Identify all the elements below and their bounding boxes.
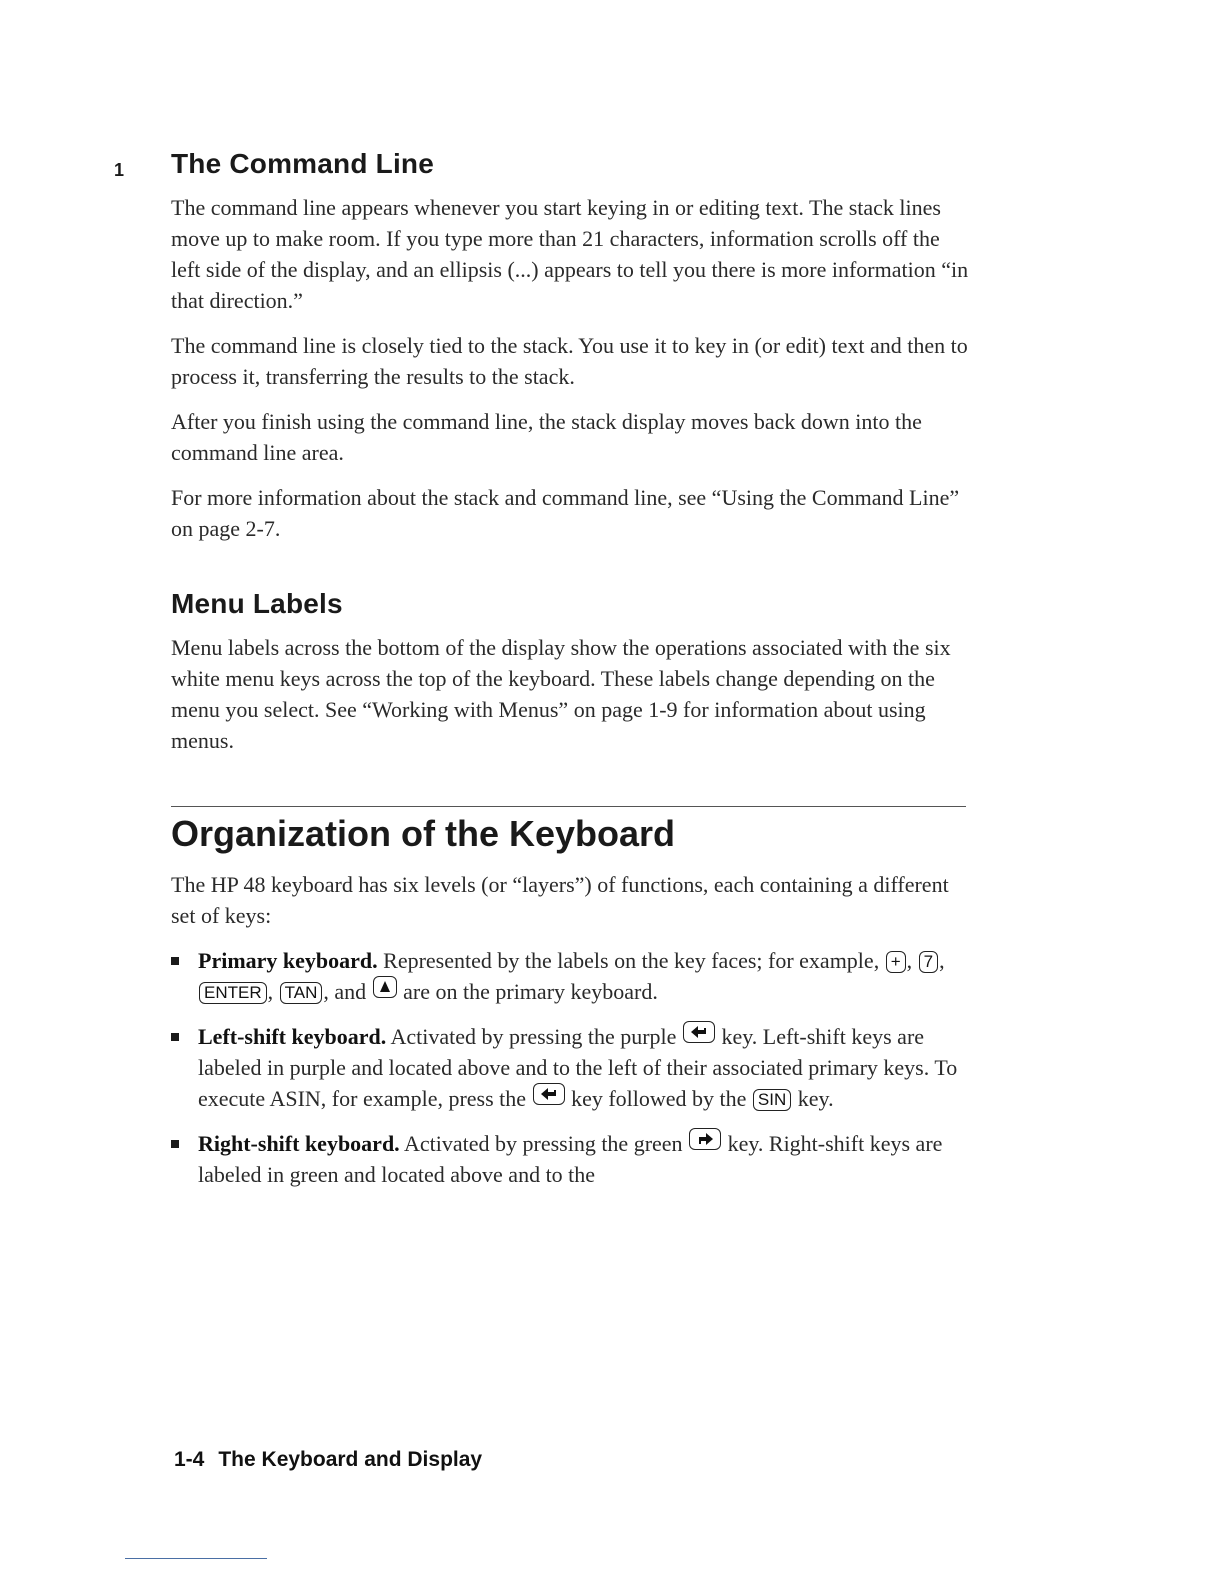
left-shift-text-3: key followed by the (565, 1086, 752, 1111)
separator: , (906, 948, 918, 973)
section-command-line (171, 148, 971, 544)
plus-key: + (886, 951, 906, 973)
keyboard-intro: The HP 48 keyboard has six levels (or “layers”) of functions, each containing a different set of keys: (171, 872, 949, 928)
page-footer (174, 1448, 482, 1472)
section-keyboard (171, 813, 971, 1190)
primary-text-1: Represented by the labels on the key faces; for example, (377, 948, 885, 973)
bullet-icon (171, 957, 179, 965)
keyboard-levels-list (171, 945, 971, 1190)
sin-key: SIN (753, 1089, 791, 1111)
term-primary: Primary keyboard. (198, 948, 378, 973)
bottom-rule (125, 1558, 267, 1559)
primary-text-2: , and (323, 979, 372, 1004)
list-item-primary (171, 945, 971, 1007)
seven-key: 7 (919, 951, 938, 973)
left-shift-text-2: key. Left-shift keys are labeled in purple and located above and to the left of their associated primary keys. To execute ASIN, for example, press the (198, 1024, 958, 1111)
separator: , (267, 979, 279, 1004)
right-shift-text-1: Activated by pressing the green (399, 1131, 689, 1156)
page-number: 1-4 (174, 1448, 205, 1471)
menu-labels-paragraph: Menu labels across the bottom of the display show the operations associated with the six white menu keys across the top of the keyboard. These labels change depending on the menu you select. See “Working with Menus” on page 1-9 for information about using menus. (171, 635, 951, 753)
bullet-icon (171, 1140, 179, 1148)
primary-text-3: are on the primary keyboard. (397, 979, 658, 1004)
page-content (171, 148, 971, 1204)
section-divider (171, 806, 966, 807)
enter-key: ENTER (199, 982, 267, 1004)
heading-keyboard: Organization of the Keyboard (171, 813, 676, 854)
heading-command-line: The Command Line (171, 148, 434, 179)
chapter-tab: 1 (114, 160, 125, 180)
left-shift-icon (683, 1021, 715, 1043)
tan-key: TAN (280, 982, 323, 1004)
command-line-paragraph-2: The command line is closely tied to the stack. You use it to key in (or edit) text and then to process it, transferring the results to the stack. (171, 333, 968, 389)
term-right-shift: Right-shift keyboard. (198, 1131, 400, 1156)
list-item-right-shift (171, 1128, 971, 1190)
bullet-icon (171, 1033, 179, 1041)
left-shift-text-4: key. (792, 1086, 834, 1111)
up-arrow-icon (373, 976, 397, 998)
separator: , (939, 948, 945, 973)
right-shift-text-2: key. Right-shift keys are labeled in green and located above and to the (198, 1131, 943, 1187)
section-menu-labels (171, 588, 971, 756)
list-item-left-shift (171, 1021, 971, 1114)
left-shift-icon (533, 1083, 565, 1105)
left-shift-text-1: Activated by pressing the purple (386, 1024, 682, 1049)
command-line-paragraph-4: For more information about the stack and command line, see “Using the Command Line” on page 2-7. (171, 485, 960, 541)
term-left-shift: Left-shift keyboard. (198, 1024, 387, 1049)
footer-title: The Keyboard and Display (218, 1448, 483, 1471)
command-line-paragraph-3: After you finish using the command line, the stack display moves back down into the command line area. (171, 409, 922, 465)
right-shift-icon (689, 1128, 721, 1150)
heading-menu-labels: Menu Labels (171, 588, 343, 619)
command-line-paragraph-1: The command line appears whenever you start keying in or editing text. The stack lines move up to make room. If you type more than 21 characters, information scrolls off the left side of the display, and an ellipsis (...) appears to tell you there is more information “in that direction.” (171, 195, 969, 313)
